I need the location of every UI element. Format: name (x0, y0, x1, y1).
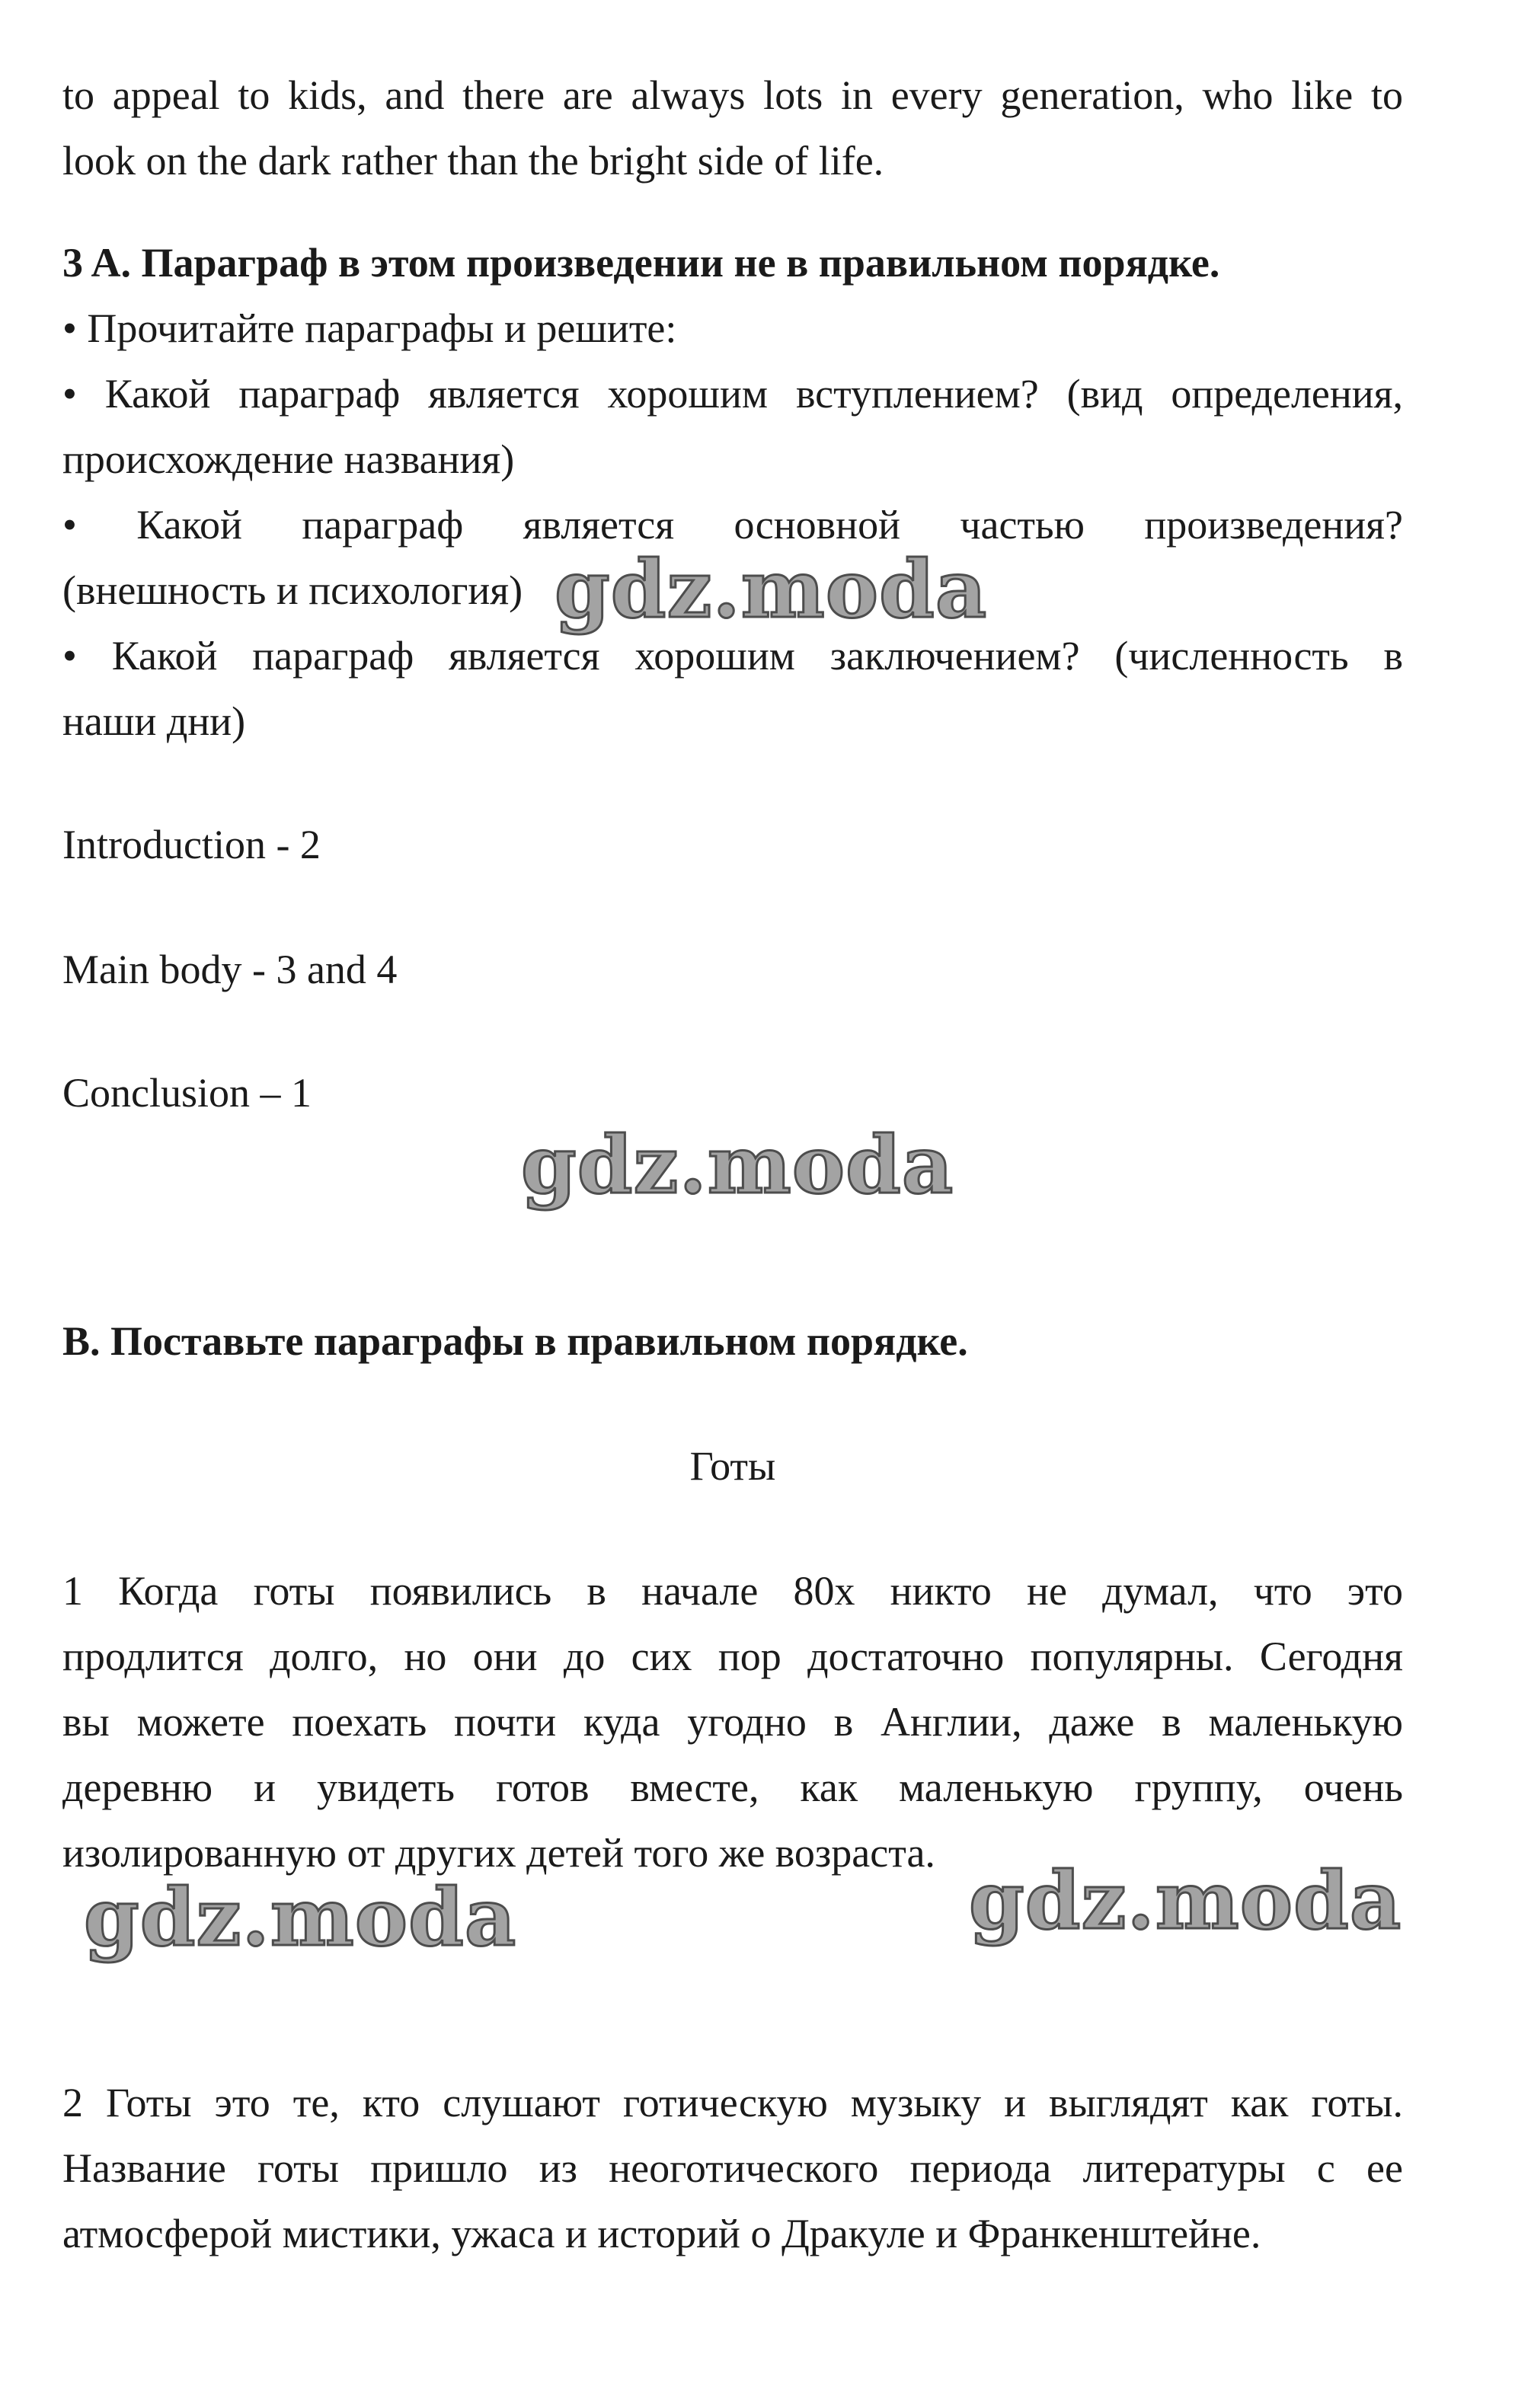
task-a-bullet-2-line-1: • Какой параграф является хорошим вступлением? (вид определения, (62, 371, 1403, 417)
continuation-line-1: to appeal to kids, and there are always lots in every generation, who like to (62, 72, 1403, 118)
paragraph-2-line-3: атмосферой мистики, ужаса и историй о Дракуле и Франкенштейне. (62, 2211, 1261, 2256)
task-a-bullet-4-line-1: • Какой параграф является хорошим заключением? (численность в (62, 633, 1403, 679)
task-a-bullet-4-line-2: наши дни) (62, 698, 246, 744)
watermark-logo: gdz.moda (521, 1118, 954, 1212)
paragraph-2-line-2: Название готы пришло из неоготического периода литературы с ее (62, 2145, 1403, 2191)
paragraph-1-line-2: продлится долго, но они до сих пор достаточно популярны. Сегодня (62, 1634, 1403, 1679)
answer-main-body: Main body - 3 and 4 (62, 947, 398, 992)
watermark-logo: gdz.moda (84, 1870, 517, 1964)
paragraph-1-line-5: изолированную от других детей того же возраста. (62, 1830, 935, 1876)
paragraph-1-line-1: 1 Когда готы появились в начале 80х никто не думал, что это (62, 1568, 1403, 1614)
watermark-logo: gdz.moda (555, 542, 988, 636)
task-a-heading: 3 A. Параграф в этом произведении не в правильном порядке. (62, 240, 1220, 286)
task-a-bullet-2-line-2: происхождение названия) (62, 436, 515, 482)
answer-introduction: Introduction - 2 (62, 822, 321, 867)
task-a-bullet-3-line-2: (внешность и психология) (62, 567, 523, 613)
text-title: Готы (689, 1443, 776, 1489)
answer-conclusion: Conclusion – 1 (62, 1070, 312, 1116)
paragraph-2-line-1: 2 Готы это те, кто слушают готическую музыку и выглядят как готы. (62, 2080, 1403, 2125)
task-a-bullet-1: • Прочитайте параграфы и решите: (62, 305, 677, 351)
watermark-logo: gdz.moda (969, 1854, 1402, 1947)
task-a-bullet-3-line-1: • Какой параграф является основной частью произведения? (62, 502, 1403, 548)
paragraph-1-line-3: вы можете поехать почти куда угодно в Англии, даже в маленькую (62, 1699, 1403, 1745)
task-b-heading: B. Поставьте параграфы в правильном порядке. (62, 1318, 968, 1364)
paragraph-1-line-4: деревню и увидеть готов вместе, как маленькую группу, очень (62, 1764, 1403, 1810)
continuation-line-2: look on the dark rather than the bright side of life. (62, 138, 884, 184)
